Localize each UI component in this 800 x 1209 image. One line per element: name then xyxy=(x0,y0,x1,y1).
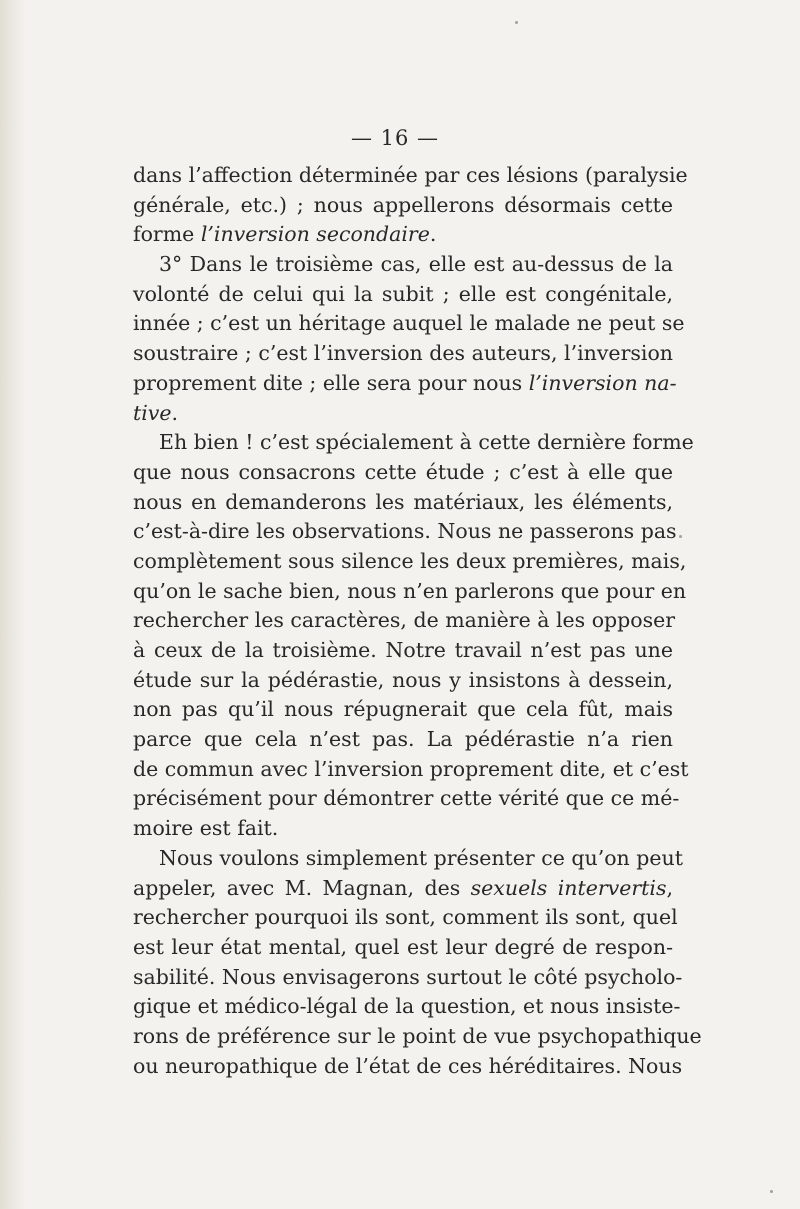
text-line xyxy=(133,992,681,1022)
text-line xyxy=(133,1022,702,1052)
text-line xyxy=(133,428,694,458)
line-punctuation: , xyxy=(666,875,673,900)
line-text: non pas qu’il nous répugnerait que cela fût, mais xyxy=(133,697,673,722)
line-punctuation: . xyxy=(171,400,179,425)
line-text: volonté de celui qui la subit ; elle est congénitale, xyxy=(133,281,673,306)
line-italic: sexuels intervertis xyxy=(470,875,667,900)
line-text: c’est-à-dire les observations. Nous ne passerons pas xyxy=(133,519,677,544)
text-line xyxy=(133,636,673,666)
text-line xyxy=(133,250,673,280)
text-line xyxy=(133,695,673,725)
line-text: 3° Dans le troisième cas, elle est au-dessus de la xyxy=(159,252,673,277)
text-line xyxy=(133,755,689,785)
line-italic: l’inversion na- xyxy=(528,370,677,395)
text-line xyxy=(133,191,673,221)
text-line xyxy=(133,844,683,874)
line-punctuation: . xyxy=(429,222,437,247)
line-text: qu’on le sache bien, nous n’en parlerons que pour en xyxy=(133,578,687,603)
text-line xyxy=(133,874,673,904)
line-text: précisément pour démontrer cette vérité que ce mé- xyxy=(133,786,680,811)
body-text xyxy=(133,161,702,1081)
line-text: rechercher les caractères, de manière à les opposer xyxy=(133,608,676,633)
text-line xyxy=(133,161,688,191)
line-text: complètement sous silence les deux premières, mais, xyxy=(133,548,687,573)
line-text: appeler, avec M. Magnan, des xyxy=(133,875,471,900)
text-line xyxy=(133,933,673,963)
paper-speck xyxy=(515,21,518,24)
text-line xyxy=(133,220,673,250)
text-line xyxy=(133,725,673,755)
text-line xyxy=(133,517,677,547)
line-text: forme xyxy=(133,222,201,247)
line-text: Nous voulons simplement présenter ce qu’on peut xyxy=(159,845,683,870)
text-line xyxy=(133,814,673,844)
text-line xyxy=(133,339,673,369)
line-text: dans l’affection déterminée par ces lésions (paralysie xyxy=(133,163,688,187)
line-text: sabilité. Nous envisagerons surtout le côté psycholo- xyxy=(133,964,683,989)
text-line xyxy=(133,488,673,518)
page-shadow xyxy=(0,0,26,1209)
line-text: soustraire ; c’est l’inversion des auteurs, l’inversion xyxy=(133,341,673,366)
text-line xyxy=(133,547,687,577)
line-text: Eh bien ! c’est spécialement à cette dernière forme xyxy=(159,430,694,455)
line-text: générale, etc.) ; nous appellerons désormais cette xyxy=(133,192,673,217)
line-text: ou neuropathique de l’état de ces héréditaires. Nous xyxy=(133,1053,683,1078)
text-line xyxy=(133,1052,683,1082)
line-text: gique et médico-légal de la question, et nous insiste- xyxy=(133,994,681,1019)
line-text: à ceux de la troisième. Notre travail n’est pas une xyxy=(133,638,673,662)
text-line xyxy=(133,903,678,933)
text-line xyxy=(133,280,673,310)
line-text: est leur état mental, quel est leur degré de respon- xyxy=(133,934,673,959)
line-text: nous en demanderons les matériaux, les éléments, xyxy=(133,489,673,514)
line-text: que nous consacrons cette étude ; c’est à elle que xyxy=(133,459,673,484)
line-text: rons de préférence sur le point de vue psychopathique xyxy=(133,1023,702,1048)
line-text: moire est fait. xyxy=(133,816,279,841)
text-line xyxy=(133,963,683,993)
line-text: rechercher pourquoi ils sont, comment ils sont, quel xyxy=(133,905,678,930)
text-line xyxy=(133,369,677,399)
paper-speck xyxy=(679,535,682,538)
line-text: de commun avec l’inversion proprement dite, et c’est xyxy=(133,756,689,781)
text-line xyxy=(133,577,687,607)
line-text: proprement dite ; elle sera pour nous xyxy=(133,370,529,395)
text-line xyxy=(133,784,680,814)
text-line xyxy=(133,606,676,636)
line-text: innée ; c’est un héritage auquel le malade ne peut se xyxy=(133,311,685,336)
line-italic: l’inversion secondaire xyxy=(200,222,430,247)
paper-speck xyxy=(770,1190,773,1193)
text-line xyxy=(133,399,673,429)
text-line xyxy=(133,666,673,696)
text-line xyxy=(133,458,673,488)
page-number: — 16 — xyxy=(350,126,440,150)
line-text: parce que cela n’est pas. La pédérastie n’a rien xyxy=(133,727,673,752)
line-italic: tive xyxy=(133,400,172,425)
line-text: étude sur la pédérastie, nous y insistons à dessein, xyxy=(133,667,673,692)
text-line xyxy=(133,309,685,339)
